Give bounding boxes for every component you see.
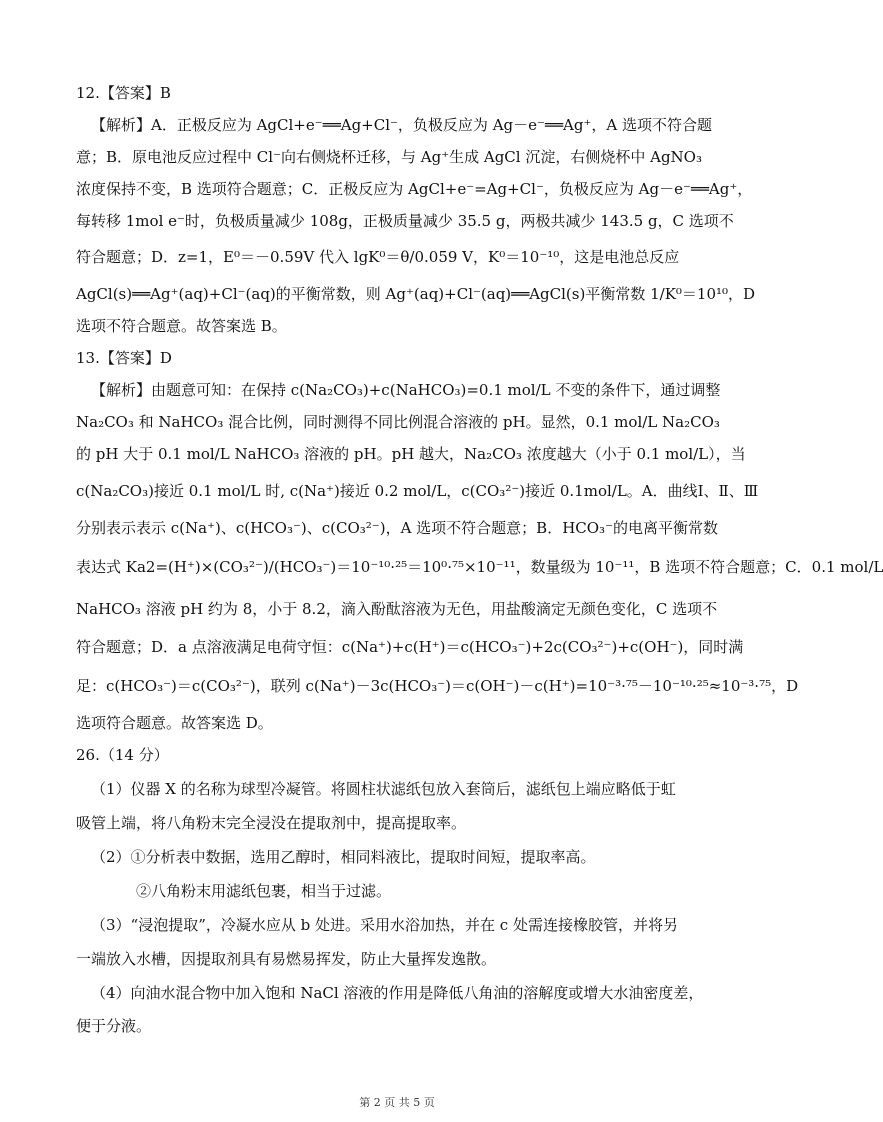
text-line: AgCl(s)══Ag⁺(aq)+Cl⁻(aq)的平衡常数，则 Ag⁺(aq)+Cl⁻(aq)══AgCl(s)平衡常数 1/K⁰＝10¹⁰，D [76, 285, 756, 303]
text-line: 表达式 Ka2=(H⁺)×(CO₃²⁻)/(HCO₃⁻)＝10⁻¹⁰·²⁵＝10⁰·⁷⁵×10⁻¹¹，数量级为 10⁻¹¹，B 选项不符合题意；C．0.1 mol/L [76, 558, 883, 576]
text-line: 意；B．原电池反应过程中 Cl⁻向右侧烧杯迁移，与 Ag⁺生成 AgCl 沉淀，右侧烧杯中 AgNO₃ [76, 148, 702, 166]
text-line: 选项不符合题意。故答案选 B。 [76, 317, 287, 335]
text-line: Na₂CO₃ 和 NaHCO₃ 混合比例，同时测得不同比例混合溶液的 pH。显然，0.1 mol/L Na₂CO₃ [76, 413, 720, 431]
text-line: 便于分液。 [76, 1017, 152, 1035]
page-footer: 第 2 页 共 5 页 [359, 1096, 435, 1109]
text-line: 浓度保持不变，B 选项符合题意；C．正极反应为 AgCl+e⁻=Ag+Cl⁻，负极反应为 Ag－e⁻══Ag⁺， [76, 180, 753, 198]
text-line: 足：c(HCO₃⁻)＝c(CO₃²⁻)，联列 c(Na⁺)－3c(HCO₃⁻)＝c(OH⁻)－c(H⁺)=10⁻³·⁷⁵－10⁻¹⁰·²⁵≈10⁻³·⁷⁵，D [76, 677, 799, 695]
text-line: （3）“浸泡提取”，冷凝水应从 b 处进。采用水浴加热，并在 c 处需连接橡胶管，并将另 [91, 916, 678, 934]
text-line: 符合题意；D．a 点溶液满足电荷守恒：c(Na⁺)+c(H⁺)＝c(HCO₃⁻)+2c(CO₃²⁻)+c(OH⁻)，同时满 [76, 638, 744, 656]
question-26-heading: 26.（14 分） [76, 746, 169, 764]
text-line: 符合题意；D．z=1，E⁰＝－0.59V 代入 lgK⁰＝θ/0.059 V，K⁰＝10⁻¹⁰，这是电池总反应 [76, 248, 680, 266]
text-line: 分别表示表示 c(Na⁺)、c(HCO₃⁻)、c(CO₃²⁻)，A 选项不符合题意；B．HCO₃⁻的电离平衡常数 [76, 519, 718, 537]
text-line: （4）向油水混合物中加入饱和 NaCl 溶液的作用是降低八角油的溶解度或增大水油密度差， [91, 984, 704, 1002]
text-line: ②八角粉末用滤纸包裹，相当于过滤。 [136, 882, 392, 900]
text-line: （1）仪器 X 的名称为球型冷凝管。将圆柱状滤纸包放入套筒后，滤纸包上端应略低于虹 [91, 780, 676, 798]
text-line: c(Na₂CO₃)接近 0.1 mol/L 时, c(Na⁺)接近 0.2 mol/L，c(CO₃²⁻)接近 0.1mol/L。A．曲线Ⅰ、Ⅱ、Ⅲ [76, 482, 759, 500]
text-line: NaHCO₃ 溶液 pH 约为 8，小于 8.2，滴入酚酞溶液为无色，用盐酸滴定无颜色变化，C 选项不 [76, 600, 718, 618]
text-line: 一端放入水槽，因提取剂具有易燃易挥发，防止大量挥发逸散。 [76, 950, 497, 968]
text-line: 【解析】A．正极反应为 AgCl+e⁻══Ag+Cl⁻，负极反应为 Ag－e⁻══Ag⁺，A 选项不符合题 [91, 116, 712, 134]
text-line: （2）①分析表中数据，选用乙醇时，相同料液比，提取时间短，提取率高。 [91, 848, 596, 866]
text-line: 的 pH 大于 0.1 mol/L NaHCO₃ 溶液的 pH。pH 越大，Na₂CO₃ 浓度越大（小于 0.1 mol/L），当 [76, 445, 746, 463]
text-line: 选项符合题意。故答案选 D。 [76, 714, 273, 732]
answer-12-heading: 12.【答案】B [76, 84, 171, 102]
answer-13-heading: 13.【答案】D [76, 349, 172, 367]
text-line: 【解析】由题意可知：在保持 c(Na₂CO₃)+c(NaHCO₃)=0.1 mol/L 不变的条件下，通过调整 [91, 381, 721, 399]
text-line: 每转移 1mol e⁻时，负极质量减少 108g，正极质量减少 35.5 g，两极共减少 143.5 g，C 选项不 [76, 212, 734, 230]
text-line: 吸管上端，将八角粉末完全浸没在提取剂中，提高提取率。 [76, 814, 467, 832]
